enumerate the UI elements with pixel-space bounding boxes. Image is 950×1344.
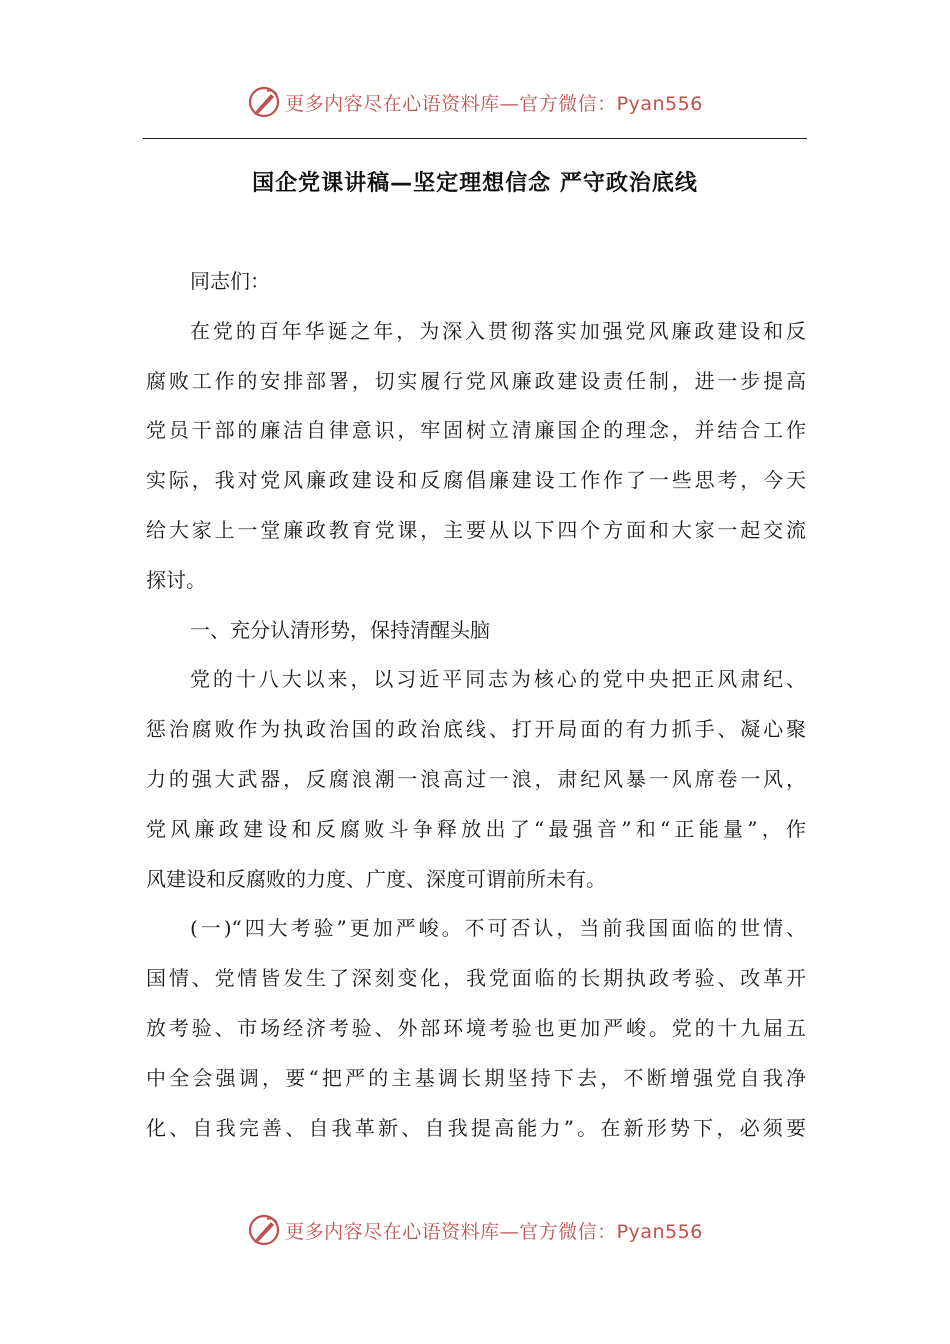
paragraph-line: (一)“四大考验”更加严峻。不可否认，当前我国面临的世情、 xyxy=(190,916,806,941)
section-heading: 一、充分认清形势，保持清醒头脑 xyxy=(190,617,490,642)
wechat-id: Pyan556 xyxy=(616,1220,703,1243)
header-divider xyxy=(143,138,807,139)
footer-banner xyxy=(0,1210,950,1250)
document-body xyxy=(146,257,806,1153)
salutation-line: 同志们： xyxy=(190,269,270,293)
quill-logo-icon xyxy=(247,85,281,119)
paragraph-line: 力的强大武器，反腐浪潮一浪高过一浪，肃纪风暴一风席卷一风， xyxy=(146,766,806,791)
quill-logo-icon xyxy=(247,1213,281,1247)
paragraph-line: 实际，我对党风廉政建设和反腐倡廉建设工作作了一些思考，今天 xyxy=(146,468,806,493)
header-banner-text: 更多内容尽在心语资料库—官方微信：Pyan556 xyxy=(285,92,703,115)
paragraph-line: 化、自我完善、自我革新、自我提高能力”。在新形势下，必须要 xyxy=(146,1115,806,1140)
paragraph-line: 给大家上一堂廉政教育党课，主要从以下四个方面和大家一起交流 xyxy=(146,517,806,542)
paragraph-line: 惩治腐败作为执政治国的政治底线、打开局面的有力抓手、凝心聚 xyxy=(146,717,806,742)
paragraph-line: 中全会强调，要“把严的主基调长期坚持下去，不断增强党自我净 xyxy=(146,1065,806,1090)
paragraph-line: 党的十八大以来，以习近平同志为核心的党中央把正风肃纪、 xyxy=(190,667,806,692)
paragraph-line: 风建设和反腐败的力度、广度、深度可谓前所未有。 xyxy=(146,866,606,891)
header-banner xyxy=(0,82,950,122)
paragraph-line: 在党的百年华诞之年，为深入贯彻落实加强党风廉政建设和反 xyxy=(190,318,806,343)
paragraph-line: 国情、党情皆发生了深刻变化，我党面临的长期执政考验、改革开 xyxy=(146,966,806,991)
paragraph-line: 党员干部的廉洁自律意识，牢固树立清廉国企的理念，并结合工作 xyxy=(146,418,806,443)
paragraph-line: 党风廉政建设和反腐败斗争释放出了“最强音”和“正能量”，作 xyxy=(146,816,806,841)
paragraph-line: 放考验、市场经济考验、外部环境考验也更加严峻。党的十九届五 xyxy=(146,1015,806,1040)
paragraph-line: 腐败工作的安排部署，切实履行党风廉政建设责任制，进一步提高 xyxy=(146,368,806,393)
wechat-id: Pyan556 xyxy=(616,92,703,115)
document-title: 国企党课讲稿—坚定理想信念 严守政治底线 xyxy=(252,171,698,196)
paragraph-line: 探讨。 xyxy=(146,567,206,592)
footer-banner-text: 更多内容尽在心语资料库—官方微信：Pyan556 xyxy=(285,1220,703,1243)
